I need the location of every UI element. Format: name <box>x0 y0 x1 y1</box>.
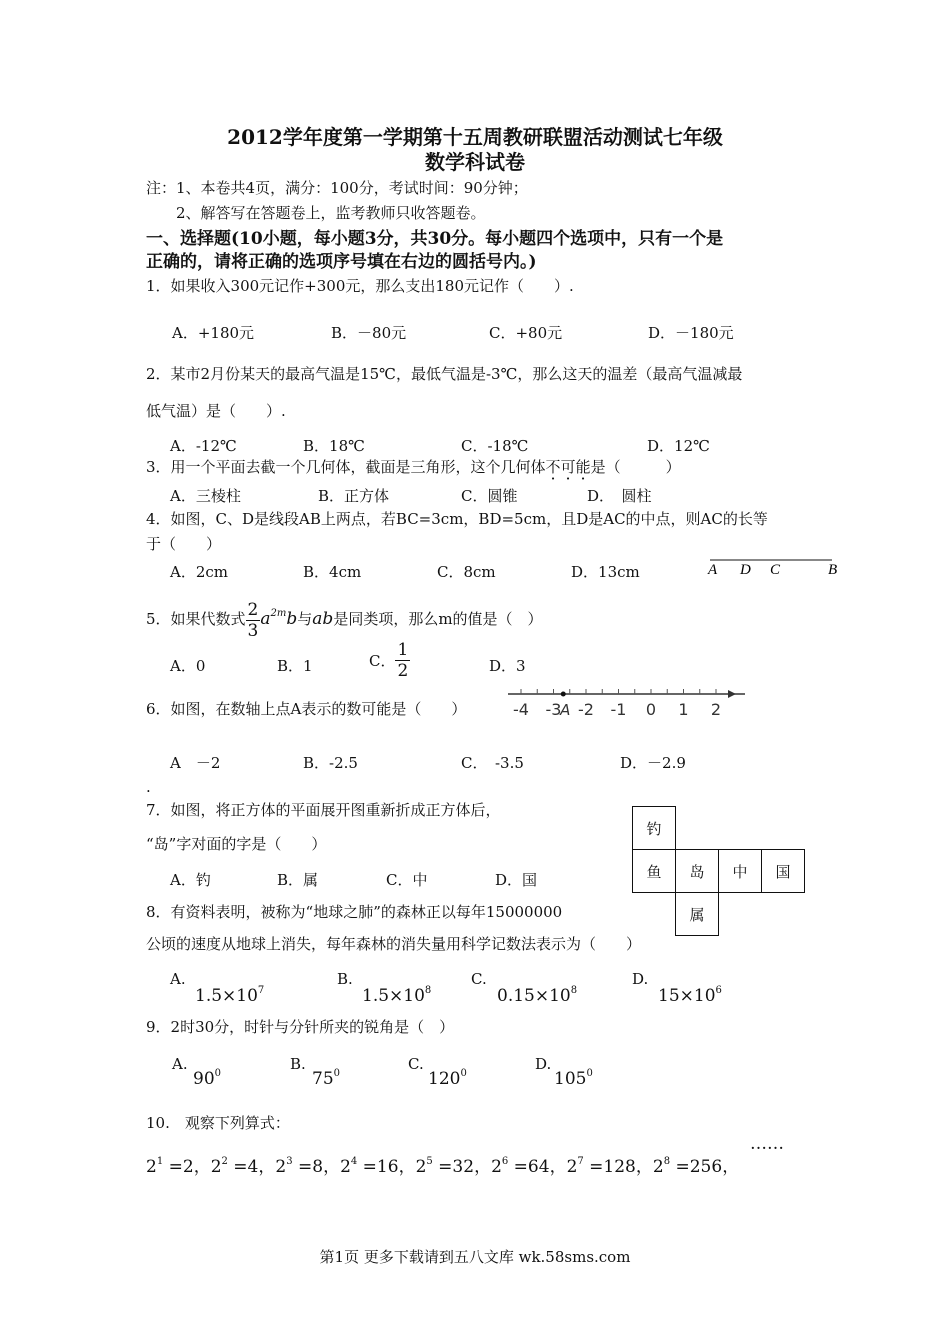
q3-option-a: A．三棱柱 <box>170 487 241 505</box>
q10-value: 32 <box>452 1157 475 1177</box>
q1-option-c: C．+80元 <box>489 324 563 342</box>
q9-base-b: 75 <box>312 1069 334 1089</box>
q7-text-line2: “岛”字对面的字是（ ） <box>146 835 327 853</box>
q6-axis-tick-label: 0 <box>645 700 657 719</box>
net-cell-shu: 属 <box>675 892 719 936</box>
q10-base: 2 <box>652 1157 664 1177</box>
q5-mid: 与 <box>297 610 313 628</box>
q10-power-item <box>653 1157 722 1177</box>
q10-exponent: 1 <box>156 1156 164 1167</box>
q10-value: 128 <box>603 1157 636 1177</box>
q8-label-a: A. <box>170 970 186 988</box>
q8-exp-d: 6 <box>715 985 722 996</box>
q8-coef-d: 15×10 <box>658 986 716 1006</box>
section-heading-line2: 正确的，请将正确的选项序号填在右边的圆括号内。) <box>146 252 537 272</box>
q10-exponent: 4 <box>350 1156 358 1167</box>
q3-emph-3: 能 <box>575 458 591 476</box>
q6-text: 6．如图，在数轴上点A表示的数可能是（ ） <box>146 700 467 718</box>
q10-value: 8 <box>312 1157 324 1177</box>
q10-equals: = <box>670 1157 690 1177</box>
q10-ellipsis: …… <box>750 1134 784 1154</box>
q5-frac-den: 3 <box>247 620 259 641</box>
q6-option-b: B．-2.5 <box>303 754 358 772</box>
q10-equals: = <box>227 1157 248 1177</box>
q10-value: 16 <box>376 1157 399 1177</box>
q1-option-d: D．－180元 <box>648 324 734 342</box>
q10-separator: ， <box>635 1157 653 1177</box>
q6-axis-tick-label: -4 <box>513 700 529 719</box>
net-cell-yu: 鱼 <box>632 849 676 893</box>
note-2: 2、解答写在答题卷上，监考教师只收答题卷。 <box>176 204 486 222</box>
q10-power-item <box>211 1157 259 1177</box>
net-cell-zhong: 中 <box>718 849 762 893</box>
q6-trailing-dot: . <box>146 778 151 796</box>
q10-separator: ， <box>258 1157 276 1177</box>
q8-value-d <box>658 985 722 1006</box>
q10-power-item <box>416 1157 475 1177</box>
q1-option-b: B．－80元 <box>331 324 407 342</box>
q6-axis-tick-label: 2 <box>710 700 722 719</box>
q10-separator: ， <box>398 1157 416 1177</box>
q10-power-item <box>146 1157 194 1177</box>
q3-text <box>146 458 681 476</box>
q6-option-d: D．－2.9 <box>620 754 686 772</box>
q1-text: 1．如果收入300元记作+300元，那么支出180元记作（ ）. <box>146 277 574 295</box>
q8-coef-a: 1.5×10 <box>195 986 258 1006</box>
net-cell-dao: 岛 <box>675 849 719 893</box>
q8-exp-c: 8 <box>570 985 578 996</box>
q2-option-d: D．12℃ <box>647 437 710 455</box>
q9-label-a: A. <box>172 1055 188 1073</box>
q10-equals: = <box>357 1157 377 1177</box>
q6-number-line <box>500 686 745 720</box>
q10-exponent: 3 <box>286 1156 293 1167</box>
q4-segment-figure <box>700 556 845 578</box>
net-cell-diao: 钓 <box>632 806 676 850</box>
q10-base: 2 <box>210 1157 222 1177</box>
q9-value-c <box>428 1068 467 1089</box>
q10-separator: ， <box>549 1157 567 1177</box>
q6-axis-tick-label: 1 <box>678 700 689 719</box>
q10-base: 2 <box>146 1157 157 1177</box>
q3-option-b: B．正方体 <box>318 487 390 505</box>
q5-text <box>146 592 543 641</box>
q5-optc-num: 1 <box>397 640 409 660</box>
q8-exp-b: 8 <box>424 985 432 996</box>
q9-label-c: C. <box>408 1055 424 1073</box>
q8-coef-c: 0.15×10 <box>497 986 571 1006</box>
q10-power-item <box>340 1157 399 1177</box>
note-1: 注：1、本卷共4页，满分：100分，考试时间：90分钟； <box>146 179 528 197</box>
q10-value: 64 <box>527 1157 550 1177</box>
title-line2: 数学科试卷 <box>425 150 525 174</box>
q10-base: 2 <box>340 1157 351 1177</box>
q9-exp-d: 0 <box>586 1068 593 1079</box>
q10-power-sequence <box>146 1152 739 1177</box>
q4-label-b: B <box>828 562 838 578</box>
q10-exponent: 5 <box>426 1156 433 1167</box>
q5-option-b: B．1 <box>277 657 313 675</box>
q4-option-b: B．4cm <box>303 563 362 581</box>
q2-option-c: C．-18℃ <box>461 437 529 455</box>
q10-equals: = <box>432 1157 453 1177</box>
q5-option-a: A．0 <box>170 657 206 675</box>
q10-equals: = <box>163 1157 183 1177</box>
q5-suffix: 是同类项，那么m的值是（ ） <box>333 610 543 628</box>
q2-text-line2: 低气温）是（ ）. <box>146 402 286 420</box>
q10-exponent: 7 <box>577 1156 584 1167</box>
q10-separator: ， <box>323 1157 341 1177</box>
q5-fraction <box>246 600 261 641</box>
q10-base: 2 <box>275 1157 287 1177</box>
q8-text-line2: 公顷的速度从地球上消失，每年森林的消失量用科学记数法表示为（ ） <box>146 935 642 953</box>
q9-text: 9．2时30分，时针与分针所夹的锐角是（ ） <box>146 1018 455 1036</box>
q10-base: 2 <box>566 1157 578 1177</box>
q5-option-c-label: C． <box>369 652 396 670</box>
q3-text-b: 是（ ） <box>590 458 681 476</box>
q9-base-a: 90 <box>193 1069 215 1089</box>
q4-text-line1: 4．如图，C、D是线段AB上两点，若BC=3cm，BD=5cm，且D是AC的中点，则AC的长等 <box>146 510 768 528</box>
q4-option-a: A．2cm <box>170 563 229 581</box>
q1-option-a: A．+180元 <box>172 324 255 342</box>
q7-option-b: B．属 <box>277 871 319 889</box>
q3-text-a: 3．用一个平面去截一个几何体，截面是三角形，这个几何体 <box>146 458 546 476</box>
q5-option-c-fraction <box>395 640 410 681</box>
q10-base: 2 <box>491 1157 502 1177</box>
q7-option-d: D．国 <box>495 871 538 889</box>
q9-value-d <box>554 1068 593 1089</box>
q10-exponent: 8 <box>663 1156 671 1167</box>
q10-exponent: 2 <box>221 1156 228 1167</box>
q10-separator: ， <box>193 1157 211 1177</box>
q10-power-item <box>491 1157 550 1177</box>
q8-value-b <box>362 985 431 1006</box>
q10-exponent: 6 <box>501 1156 509 1167</box>
q10-base: 2 <box>415 1157 427 1177</box>
q4-text-line2: 于（ ） <box>146 535 222 553</box>
q6-axis-arrow <box>728 690 736 698</box>
q8-value-c <box>497 985 577 1006</box>
q5-expr1-tail: b <box>286 609 298 629</box>
q9-base-c: 120 <box>428 1069 461 1089</box>
q6-point-a-label: A <box>560 701 571 719</box>
q7-option-a: A．钓 <box>170 871 211 889</box>
q5-option-c <box>369 640 410 681</box>
q9-exp-c: 0 <box>460 1068 467 1079</box>
q9-value-b <box>312 1068 340 1089</box>
q3-option-d: D． 圆柱 <box>587 487 652 505</box>
q10-separator: ， <box>722 1157 740 1177</box>
q5-frac-num: 2 <box>247 599 259 620</box>
q10-power-item <box>567 1157 636 1177</box>
q6-option-a: A －2 <box>170 754 221 772</box>
section-heading-line1: 一、选择题(10小题，每小题3分，共30分。每小题四个选项中，只有一个是 <box>146 229 724 249</box>
q5-expr2: ab <box>312 609 334 629</box>
q6-point-a <box>561 692 566 697</box>
q9-label-d: D. <box>535 1055 552 1073</box>
q10-equals: = <box>508 1157 528 1177</box>
q5-option-d: D．3 <box>489 657 526 675</box>
q3-emph-2: 可 <box>560 458 576 476</box>
q8-coef-b: 1.5×10 <box>362 986 425 1006</box>
q7-option-c: C．中 <box>386 871 428 889</box>
q9-exp-b: 0 <box>333 1068 341 1079</box>
q9-value-a <box>193 1068 221 1089</box>
net-cell-guo: 国 <box>761 849 805 893</box>
q4-option-c: C．8cm <box>437 563 496 581</box>
q2-option-b: B．18℃ <box>303 437 365 455</box>
q6-axis-tick-label: -3 <box>545 700 562 719</box>
q5-expr1-exp: 2m <box>270 608 287 619</box>
q2-text-line1: 2．某市2月份某天的最高气温是15℃，最低气温是-3℃，那么这天的温差（最高气温减最 <box>146 365 743 383</box>
q7-text-line1: 7．如图，将正方体的平面展开图重新折成正方体后， <box>146 801 501 819</box>
q9-label-b: B. <box>290 1055 306 1073</box>
q8-value-a <box>195 985 264 1006</box>
title-line1: 2012学年度第一学期第十五周教研联盟活动测试七年级 <box>227 125 723 149</box>
q4-label-a: A <box>708 562 718 578</box>
q6-option-c: C． -3.5 <box>461 754 524 772</box>
q6-axis-tick-label: -1 <box>610 700 627 719</box>
q2-option-a: A．-12℃ <box>170 437 237 455</box>
q8-label-d: D. <box>632 970 649 988</box>
q9-exp-a: 0 <box>214 1068 222 1079</box>
q10-power-item <box>275 1157 323 1177</box>
q5-prefix: 5．如果代数式 <box>146 610 246 628</box>
q5-expr1-base: a <box>260 609 271 629</box>
q3-option-c: C．圆锥 <box>461 487 518 505</box>
q8-text-line1: 8．有资料表明，被称为“地球之肺”的森林正以每年15000000 <box>146 903 563 921</box>
page-footer: 第1页 更多下载请到五八文库 wk.58sms.com <box>319 1248 631 1266</box>
q10-equals: = <box>583 1157 604 1177</box>
q3-emph-1: 不 <box>545 458 561 476</box>
q8-label-c: C. <box>471 970 487 988</box>
q10-value: 2 <box>182 1157 194 1177</box>
q6-axis-tick-label: -2 <box>578 700 594 719</box>
q10-text: 10. 观察下列算式： <box>146 1114 290 1132</box>
q10-value: 4 <box>247 1157 259 1177</box>
q9-base-d: 105 <box>554 1069 587 1089</box>
q8-exp-a: 7 <box>257 985 265 996</box>
q4-label-c: C <box>770 562 781 578</box>
q4-label-d: D <box>740 562 751 578</box>
q10-separator: ， <box>474 1157 492 1177</box>
q10-value: 256 <box>689 1157 723 1177</box>
q4-option-d: D．13cm <box>571 563 640 581</box>
q8-label-b: B. <box>337 970 353 988</box>
q10-equals: = <box>292 1157 313 1177</box>
q5-optc-den: 2 <box>397 661 409 681</box>
